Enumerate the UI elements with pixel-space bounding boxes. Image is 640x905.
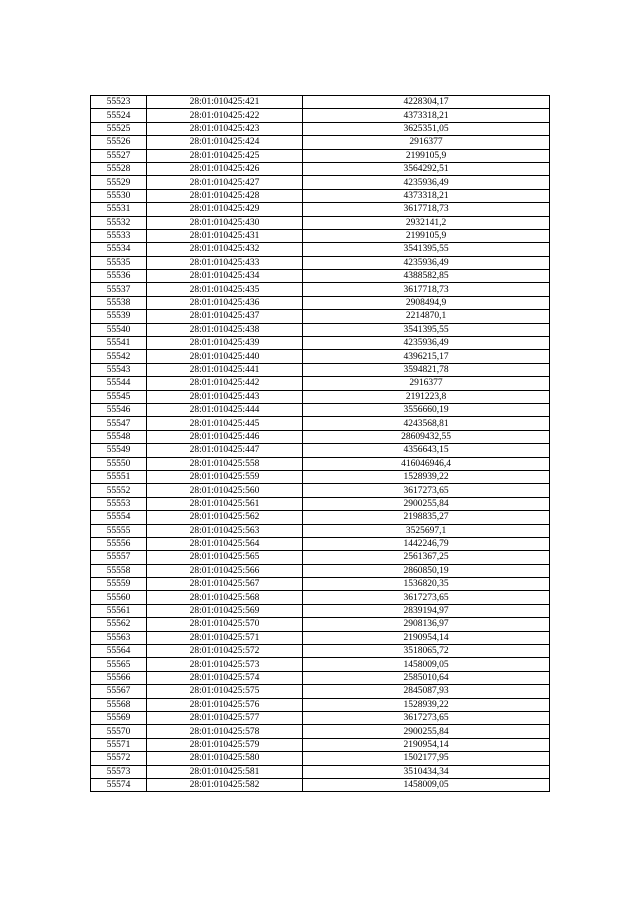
table-row [91, 229, 550, 242]
value-cell: 2214870,1 [303, 310, 550, 323]
cadastral-number-cell: 28:01:010425:558 [147, 457, 303, 470]
cadastral-number-cell: 28:01:010425:434 [147, 270, 303, 283]
cadastral-number-cell: 28:01:010425:423 [147, 122, 303, 135]
cadastral-number-cell: 28:01:010425:577 [147, 711, 303, 724]
value-cell: 4235936,49 [303, 176, 550, 189]
row-number-cell: 55523 [91, 96, 147, 109]
table-row [91, 591, 550, 604]
cadastral-number-cell: 28:01:010425:429 [147, 203, 303, 216]
cadastral-number-cell: 28:01:010425:579 [147, 738, 303, 751]
row-number-cell: 55559 [91, 578, 147, 591]
row-number-cell: 55527 [91, 149, 147, 162]
cadastral-number-cell: 28:01:010425:572 [147, 645, 303, 658]
cadastral-number-cell: 28:01:010425:426 [147, 162, 303, 175]
table-body [91, 96, 550, 792]
table-row [91, 430, 550, 443]
row-number-cell: 55549 [91, 444, 147, 457]
value-cell: 3625351,05 [303, 122, 550, 135]
value-cell: 3556660,19 [303, 403, 550, 416]
table-row [91, 524, 550, 537]
row-number-cell: 55574 [91, 778, 147, 791]
value-cell: 3594821,78 [303, 363, 550, 376]
row-number-cell: 55532 [91, 216, 147, 229]
cadastral-number-cell: 28:01:010425:431 [147, 229, 303, 242]
table-row [91, 511, 550, 524]
cadastral-number-cell: 28:01:010425:425 [147, 149, 303, 162]
row-number-cell: 55572 [91, 752, 147, 765]
row-number-cell: 55528 [91, 162, 147, 175]
row-number-cell: 55550 [91, 457, 147, 470]
value-cell: 4373318,21 [303, 109, 550, 122]
row-number-cell: 55545 [91, 390, 147, 403]
cadastral-number-cell: 28:01:010425:581 [147, 765, 303, 778]
value-cell: 2190954,14 [303, 631, 550, 644]
cadastral-number-cell: 28:01:010425:570 [147, 618, 303, 631]
value-cell: 2561367,25 [303, 551, 550, 564]
cadastral-number-cell: 28:01:010425:565 [147, 551, 303, 564]
cadastral-value-table [90, 95, 550, 792]
table-row [91, 256, 550, 269]
value-cell: 2190954,14 [303, 738, 550, 751]
row-number-cell: 55560 [91, 591, 147, 604]
table-row [91, 631, 550, 644]
cadastral-number-cell: 28:01:010425:559 [147, 470, 303, 483]
value-cell: 2908494,9 [303, 296, 550, 309]
cadastral-number-cell: 28:01:010425:562 [147, 511, 303, 524]
cadastral-number-cell: 28:01:010425:568 [147, 591, 303, 604]
row-number-cell: 55530 [91, 189, 147, 202]
table-row [91, 216, 550, 229]
cadastral-number-cell: 28:01:010425:428 [147, 189, 303, 202]
cadastral-number-cell: 28:01:010425:430 [147, 216, 303, 229]
table-row [91, 725, 550, 738]
table-row [91, 778, 550, 791]
row-number-cell: 55538 [91, 296, 147, 309]
value-cell: 416046946,4 [303, 457, 550, 470]
table-row [91, 658, 550, 671]
row-number-cell: 55573 [91, 765, 147, 778]
value-cell: 2191223,8 [303, 390, 550, 403]
cadastral-number-cell: 28:01:010425:445 [147, 417, 303, 430]
table-row [91, 711, 550, 724]
value-cell: 2199105,9 [303, 149, 550, 162]
table-row [91, 323, 550, 336]
value-cell: 4356643,15 [303, 444, 550, 457]
table-row [91, 149, 550, 162]
row-number-cell: 55568 [91, 698, 147, 711]
value-cell: 3518065,72 [303, 645, 550, 658]
row-number-cell: 55544 [91, 377, 147, 390]
table-row [91, 470, 550, 483]
value-cell: 2585010,64 [303, 671, 550, 684]
cadastral-number-cell: 28:01:010425:446 [147, 430, 303, 443]
table-row [91, 444, 550, 457]
table-row [91, 122, 550, 135]
table-row [91, 604, 550, 617]
value-cell: 4396215,17 [303, 350, 550, 363]
row-number-cell: 55543 [91, 363, 147, 376]
cadastral-number-cell: 28:01:010425:582 [147, 778, 303, 791]
table-row [91, 296, 550, 309]
table-row [91, 283, 550, 296]
value-cell: 2900255,84 [303, 725, 550, 738]
value-cell: 3617718,73 [303, 203, 550, 216]
cadastral-number-cell: 28:01:010425:437 [147, 310, 303, 323]
cadastral-number-cell: 28:01:010425:421 [147, 96, 303, 109]
cadastral-number-cell: 28:01:010425:560 [147, 484, 303, 497]
row-number-cell: 55567 [91, 685, 147, 698]
value-cell: 2900255,84 [303, 497, 550, 510]
table-row [91, 243, 550, 256]
row-number-cell: 55531 [91, 203, 147, 216]
cadastral-number-cell: 28:01:010425:427 [147, 176, 303, 189]
cadastral-number-cell: 28:01:010425:440 [147, 350, 303, 363]
table-row [91, 176, 550, 189]
value-cell: 2916377 [303, 377, 550, 390]
value-cell: 1528939,22 [303, 698, 550, 711]
value-cell: 1458009,05 [303, 778, 550, 791]
table-row [91, 738, 550, 751]
row-number-cell: 55529 [91, 176, 147, 189]
table-row [91, 564, 550, 577]
table-row [91, 698, 550, 711]
row-number-cell: 55524 [91, 109, 147, 122]
table-row [91, 671, 550, 684]
table-row [91, 203, 550, 216]
row-number-cell: 55565 [91, 658, 147, 671]
table-row [91, 417, 550, 430]
row-number-cell: 55553 [91, 497, 147, 510]
row-number-cell: 55555 [91, 524, 147, 537]
row-number-cell: 55548 [91, 430, 147, 443]
value-cell: 4228304,17 [303, 96, 550, 109]
value-cell: 4235936,49 [303, 337, 550, 350]
table-row [91, 109, 550, 122]
row-number-cell: 55570 [91, 725, 147, 738]
cadastral-number-cell: 28:01:010425:441 [147, 363, 303, 376]
row-number-cell: 55547 [91, 417, 147, 430]
value-cell: 3541395,55 [303, 243, 550, 256]
table-row [91, 377, 550, 390]
row-number-cell: 55525 [91, 122, 147, 135]
row-number-cell: 55557 [91, 551, 147, 564]
table-row [91, 390, 550, 403]
cadastral-number-cell: 28:01:010425:447 [147, 444, 303, 457]
row-number-cell: 55569 [91, 711, 147, 724]
table-row [91, 551, 550, 564]
value-cell: 4388582,85 [303, 270, 550, 283]
value-cell: 4235936,49 [303, 256, 550, 269]
value-cell: 1442246,79 [303, 537, 550, 550]
cadastral-number-cell: 28:01:010425:578 [147, 725, 303, 738]
row-number-cell: 55533 [91, 229, 147, 242]
table-row [91, 363, 550, 376]
value-cell: 3525697,1 [303, 524, 550, 537]
cadastral-number-cell: 28:01:010425:563 [147, 524, 303, 537]
cadastral-number-cell: 28:01:010425:569 [147, 604, 303, 617]
cadastral-number-cell: 28:01:010425:438 [147, 323, 303, 336]
table-row [91, 645, 550, 658]
cadastral-number-cell: 28:01:010425:424 [147, 136, 303, 149]
value-cell: 3617273,65 [303, 711, 550, 724]
row-number-cell: 55563 [91, 631, 147, 644]
row-number-cell: 55534 [91, 243, 147, 256]
row-number-cell: 55562 [91, 618, 147, 631]
value-cell: 2198835,27 [303, 511, 550, 524]
row-number-cell: 55558 [91, 564, 147, 577]
value-cell: 1528939,22 [303, 470, 550, 483]
value-cell: 3617273,65 [303, 484, 550, 497]
cadastral-number-cell: 28:01:010425:435 [147, 283, 303, 296]
value-cell: 2845087,93 [303, 685, 550, 698]
cadastral-number-cell: 28:01:010425:575 [147, 685, 303, 698]
cadastral-number-cell: 28:01:010425:432 [147, 243, 303, 256]
table-row [91, 685, 550, 698]
value-cell: 3564292,51 [303, 162, 550, 175]
row-number-cell: 55526 [91, 136, 147, 149]
table-row [91, 350, 550, 363]
row-number-cell: 55546 [91, 403, 147, 416]
value-cell: 2860850,19 [303, 564, 550, 577]
table-row [91, 765, 550, 778]
table-row [91, 752, 550, 765]
table-row [91, 96, 550, 109]
value-cell: 2839194,97 [303, 604, 550, 617]
value-cell: 3541395,55 [303, 323, 550, 336]
cadastral-number-cell: 28:01:010425:580 [147, 752, 303, 765]
cadastral-number-cell: 28:01:010425:436 [147, 296, 303, 309]
row-number-cell: 55564 [91, 645, 147, 658]
table-row [91, 136, 550, 149]
row-number-cell: 55536 [91, 270, 147, 283]
table-row [91, 337, 550, 350]
row-number-cell: 55571 [91, 738, 147, 751]
table-row [91, 403, 550, 416]
value-cell: 2932141,2 [303, 216, 550, 229]
value-cell: 3617718,73 [303, 283, 550, 296]
table-row [91, 578, 550, 591]
value-cell: 3617273,65 [303, 591, 550, 604]
table-row [91, 497, 550, 510]
value-cell: 3510434,34 [303, 765, 550, 778]
row-number-cell: 55566 [91, 671, 147, 684]
cadastral-number-cell: 28:01:010425:566 [147, 564, 303, 577]
value-cell: 2199105,9 [303, 229, 550, 242]
row-number-cell: 55552 [91, 484, 147, 497]
cadastral-number-cell: 28:01:010425:443 [147, 390, 303, 403]
row-number-cell: 55539 [91, 310, 147, 323]
cadastral-number-cell: 28:01:010425:433 [147, 256, 303, 269]
table-row [91, 537, 550, 550]
cadastral-number-cell: 28:01:010425:576 [147, 698, 303, 711]
table-row [91, 484, 550, 497]
value-cell: 1536820,35 [303, 578, 550, 591]
cadastral-number-cell: 28:01:010425:567 [147, 578, 303, 591]
cadastral-number-cell: 28:01:010425:573 [147, 658, 303, 671]
value-cell: 1502177,95 [303, 752, 550, 765]
cadastral-number-cell: 28:01:010425:442 [147, 377, 303, 390]
row-number-cell: 55540 [91, 323, 147, 336]
cadastral-number-cell: 28:01:010425:574 [147, 671, 303, 684]
row-number-cell: 55541 [91, 337, 147, 350]
value-cell: 4373318,21 [303, 189, 550, 202]
row-number-cell: 55556 [91, 537, 147, 550]
value-cell: 4243568,81 [303, 417, 550, 430]
value-cell: 1458009,05 [303, 658, 550, 671]
row-number-cell: 55551 [91, 470, 147, 483]
cadastral-number-cell: 28:01:010425:439 [147, 337, 303, 350]
row-number-cell: 55554 [91, 511, 147, 524]
table-row [91, 310, 550, 323]
cadastral-number-cell: 28:01:010425:571 [147, 631, 303, 644]
row-number-cell: 55537 [91, 283, 147, 296]
cadastral-number-cell: 28:01:010425:561 [147, 497, 303, 510]
table-row [91, 162, 550, 175]
cadastral-number-cell: 28:01:010425:444 [147, 403, 303, 416]
table-row [91, 189, 550, 202]
row-number-cell: 55535 [91, 256, 147, 269]
row-number-cell: 55542 [91, 350, 147, 363]
table-row [91, 618, 550, 631]
cadastral-number-cell: 28:01:010425:422 [147, 109, 303, 122]
value-cell: 28609432,55 [303, 430, 550, 443]
table-row [91, 457, 550, 470]
cadastral-number-cell: 28:01:010425:564 [147, 537, 303, 550]
row-number-cell: 55561 [91, 604, 147, 617]
value-cell: 2916377 [303, 136, 550, 149]
value-cell: 2908136,97 [303, 618, 550, 631]
table-row [91, 270, 550, 283]
